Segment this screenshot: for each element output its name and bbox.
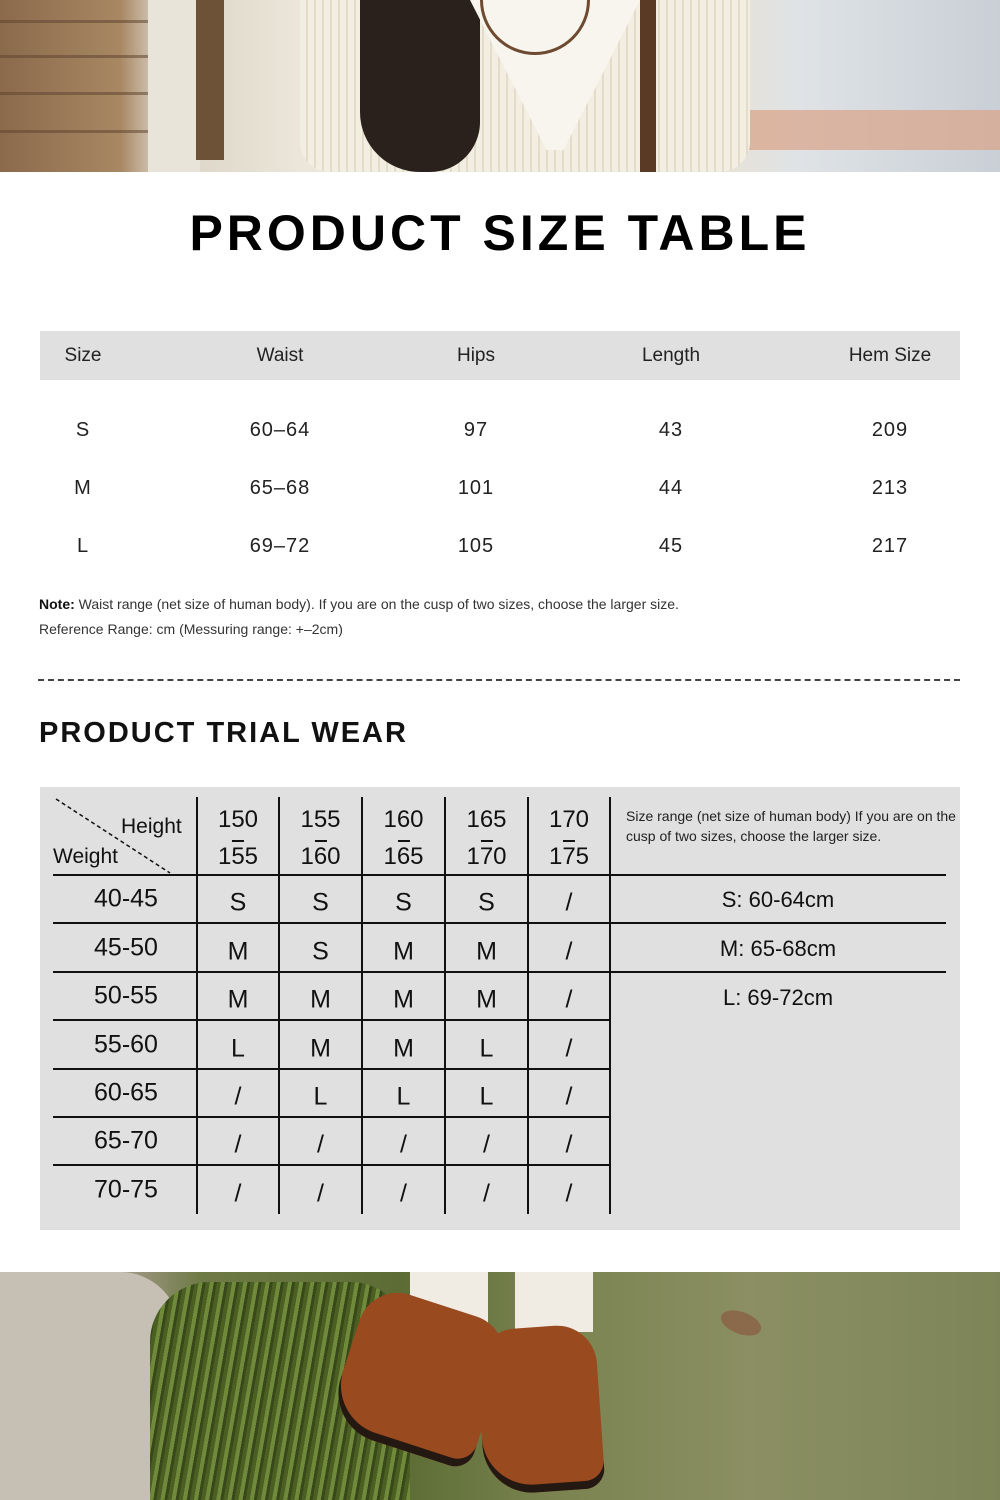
grid-hline [53,1068,610,1070]
size-cell: / [400,1130,407,1159]
size-cell: / [565,1179,573,1207]
size-cell: S [312,937,329,965]
size-cell: S [312,888,329,917]
size-cell: / [565,1130,573,1159]
height-header [300,801,340,875]
section-divider [38,679,960,681]
waist-cell: 60–64 [249,419,311,441]
header-waist: Waist [256,345,304,366]
size-cell: / [400,1179,407,1207]
grid-vline [361,797,363,1214]
size-cell: / [565,985,573,1014]
size-cell: M [476,937,497,965]
table-row [40,401,960,459]
grid-vline [609,797,611,1214]
table-row [40,459,960,517]
size-cell: / [565,1082,573,1111]
trial-wear-table [40,787,960,1230]
size-cell: M [310,1034,331,1062]
height-to: 155 [218,838,258,875]
size-cell: L [313,1082,328,1111]
grid-vline [196,797,198,1214]
height-from: 155 [300,806,341,833]
header-hem-size: Hem Size [848,345,932,366]
header-hips: Hips [456,345,496,366]
size-cell: L [479,1034,494,1062]
table-row [40,517,960,575]
grid-vline [444,797,446,1214]
size-cell: S [75,419,91,441]
size-cell: M [227,985,249,1014]
size-range-label: L: 69-72cm [722,985,834,1010]
hips-cell: 101 [457,477,495,499]
weight-label: 40-45 [94,884,158,913]
size-table-header [40,331,960,380]
size-range-note: Size range (net size of human body) If you are on the cusp of two sizes, choose the larger size. [626,808,956,844]
corner-weight-label: Weight [53,845,118,868]
size-cell: S [395,888,412,917]
weight-label: 50-55 [94,981,158,1010]
size-cell: / [483,1130,490,1159]
size-cell: M [393,937,414,965]
waist-cell: 65–68 [249,477,311,499]
grid-vline [278,797,280,1214]
trial-wear-title: PRODUCT TRIAL WEAR [39,717,408,749]
size-cell: L [396,1082,411,1111]
weight-label: 55-60 [94,1030,158,1058]
height-from: 160 [383,806,424,833]
grid-vline [527,797,529,1214]
note-label: Note: [39,596,75,612]
hips-cell: 105 [457,535,495,557]
hem-cell: 213 [871,477,909,499]
reference-range: Reference Range: cm (Messuring range: +–2cm) [39,621,343,637]
size-cell: / [317,1130,324,1159]
size-cell: M [393,985,414,1014]
grid-hline [53,1116,610,1118]
size-cell: L [76,535,90,557]
length-cell: 45 [658,535,684,557]
grid-hline [53,1164,610,1166]
height-header [383,801,423,875]
header-size: Size [64,345,102,366]
size-cell: M [476,985,497,1014]
size-cell: L [231,1034,245,1062]
grid-hline [53,1019,610,1021]
height-to: 165 [383,838,423,875]
header-length: Length [641,345,701,366]
product-size-table [40,331,960,575]
size-note [39,596,679,612]
length-cell: 44 [658,477,684,499]
size-cell: M [227,937,249,965]
height-to: 175 [549,838,589,875]
size-cell: M [74,477,92,499]
height-to: 170 [466,838,506,875]
grid-hline [53,971,946,973]
size-range-label: S: 60-64cm [721,887,835,912]
corner-height-label: Height [121,815,182,838]
size-cell: M [393,1034,414,1062]
size-range-label: M: 65-68cm [719,935,837,961]
bottom-shoes-photo [0,1272,1000,1500]
size-cell: M [310,985,331,1014]
size-cell: / [565,1034,573,1062]
weight-label: 60-65 [94,1078,158,1107]
height-from: 150 [217,806,259,833]
height-from: 165 [466,806,507,833]
weight-label: 45-50 [94,933,158,961]
size-table-title: PRODUCT SIZE TABLE [189,205,811,261]
hem-cell: 217 [871,535,909,557]
hem-cell: 209 [871,419,909,441]
height-header [549,801,589,875]
size-cell: / [234,1179,242,1207]
size-cell: / [565,937,573,965]
size-cell: / [234,1082,242,1111]
height-from: 170 [548,806,590,833]
height-to: 160 [300,838,340,875]
size-cell: / [565,888,573,917]
weight-label: 70-75 [94,1175,158,1203]
size-cell: L [479,1082,494,1111]
grid-hline [53,922,946,924]
size-cell: / [234,1130,242,1159]
waist-cell: 69–72 [249,535,311,557]
height-header [218,801,258,875]
size-cell: S [229,888,247,917]
size-cell: / [483,1179,490,1207]
size-cell: / [317,1179,324,1207]
note-text: Waist range (net size of human body). If you are on the cusp of two sizes, choose the larger size. [74,596,679,612]
height-header [466,801,506,875]
length-cell: 43 [658,419,684,441]
top-model-photo [0,0,1000,172]
size-cell: S [478,888,495,917]
weight-label: 65-70 [94,1126,158,1155]
hips-cell: 97 [463,419,489,441]
